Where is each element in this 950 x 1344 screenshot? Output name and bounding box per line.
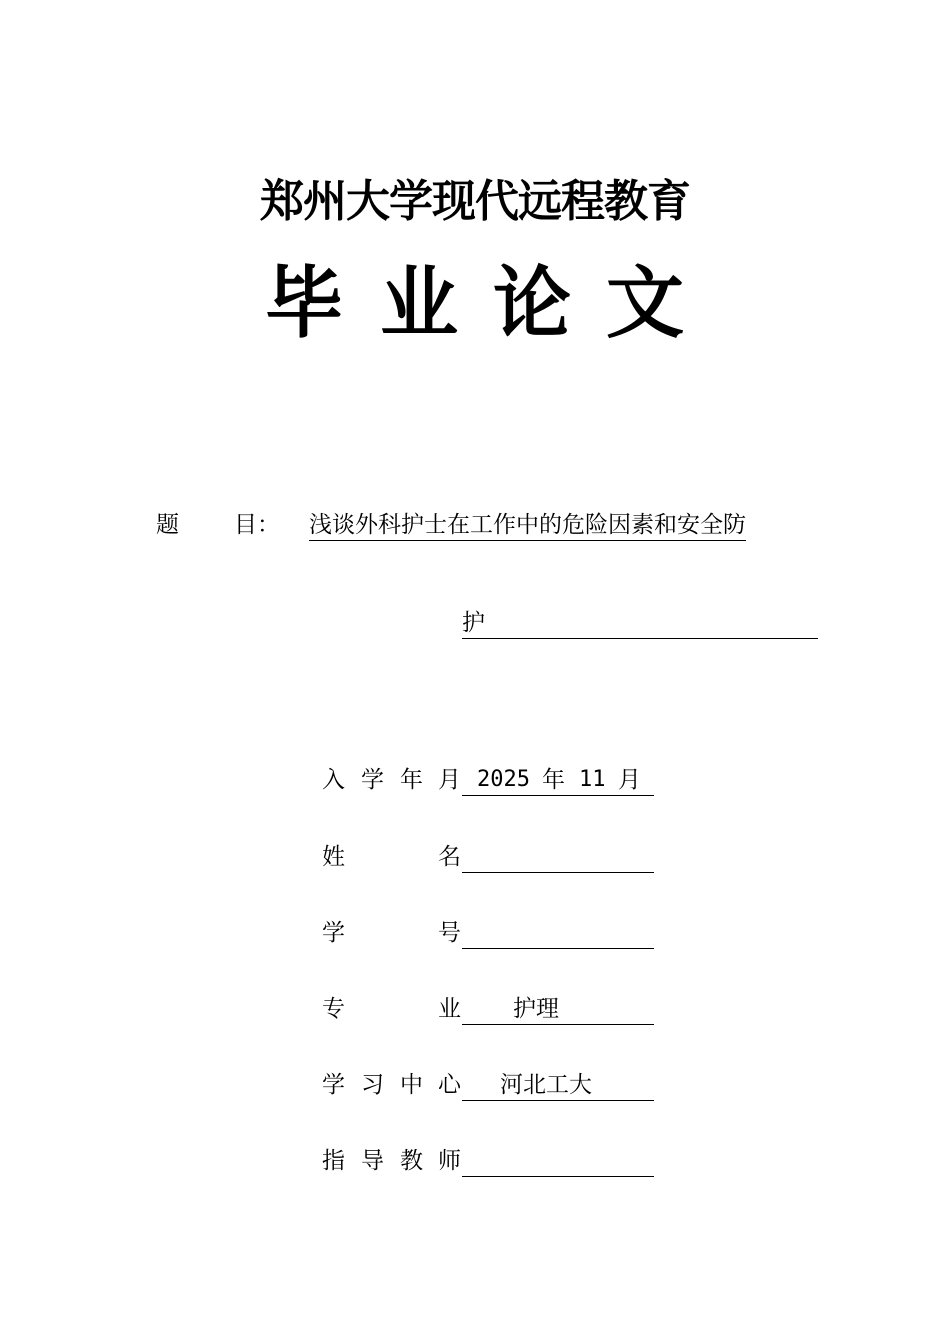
title-line-1-text: 浅谈外科护士在工作中的危险因素和安全防 — [309, 510, 746, 541]
title-line-1 — [309, 510, 746, 541]
advisor-label-char-4: 师 — [438, 1148, 461, 1174]
title-label-char-1: 题 — [156, 512, 179, 538]
doc-type-char-2: 业 — [380, 259, 459, 349]
enrollment-label-char-4: 月 — [438, 767, 461, 793]
enrollment-label-char-1: 入 — [322, 767, 345, 793]
advisor-label-char-3: 教 — [400, 1148, 423, 1174]
enrollment-month: 11 — [579, 767, 606, 792]
doc-type-char-4: 文 — [606, 259, 685, 349]
student-id-label-char-1: 学 — [322, 920, 345, 946]
school-title: 郑州大学现代远程教育 — [260, 176, 690, 227]
enrollment-label-char-2: 学 — [361, 767, 384, 793]
advisor-label-char-2: 导 — [361, 1148, 384, 1174]
title-label-char-2: 目： — [234, 512, 280, 538]
major-value-text: 护理 — [513, 996, 559, 1022]
name-value — [462, 842, 654, 873]
enrollment-year: 2025 — [477, 767, 530, 792]
doc-type-char-1: 毕 — [265, 259, 344, 349]
doc-type-char-3: 论 — [493, 259, 572, 349]
advisor-label-char-1: 指 — [322, 1148, 345, 1174]
center-value — [462, 1070, 654, 1101]
enrollment-value — [462, 765, 654, 796]
major-label-char-1: 专 — [322, 996, 345, 1022]
student-id-label-char-2: 号 — [438, 920, 461, 946]
student-id-value — [462, 918, 654, 949]
center-value-text: 河北工大 — [500, 1072, 592, 1098]
name-label-char-2: 名 — [438, 844, 461, 870]
major-value — [462, 994, 654, 1025]
center-label-char-1: 学 — [322, 1072, 345, 1098]
enrollment-month-unit: 月 — [618, 767, 641, 793]
center-label-char-2: 习 — [361, 1072, 384, 1098]
title-line-2 — [462, 608, 818, 639]
advisor-value — [462, 1146, 654, 1177]
center-label-char-3: 中 — [400, 1072, 423, 1098]
center-label-char-4: 心 — [438, 1072, 461, 1098]
title-line-2-text: 护 — [462, 608, 818, 639]
enrollment-label-char-3: 年 — [400, 767, 423, 793]
major-label-char-2: 业 — [438, 996, 461, 1022]
name-label-char-1: 姓 — [322, 844, 345, 870]
enrollment-year-unit: 年 — [542, 767, 565, 793]
